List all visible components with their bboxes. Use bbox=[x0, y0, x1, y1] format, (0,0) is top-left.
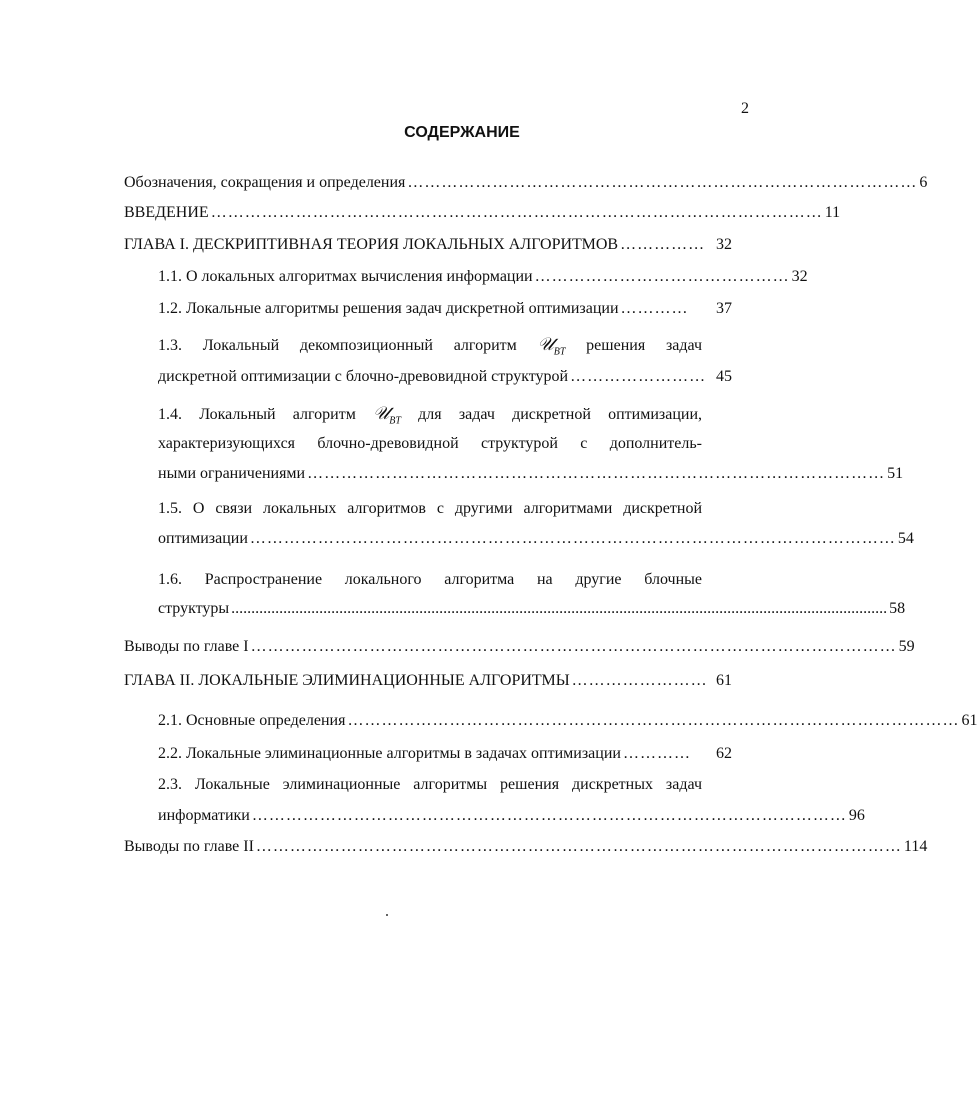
toc-entry-text: Выводы по главе II bbox=[124, 838, 254, 855]
toc-entry-chapter-1[interactable] bbox=[124, 234, 732, 256]
toc-entry-section-1-4-line-3[interactable] bbox=[158, 463, 904, 485]
toc-entry-section-2-1[interactable] bbox=[158, 710, 977, 732]
dot-leader: …………………… bbox=[571, 672, 708, 689]
toc-entry-section-1-2[interactable] bbox=[158, 298, 732, 320]
toc-entry-chapter-2[interactable] bbox=[124, 670, 732, 692]
toc-entry-text: Выводы по главе I bbox=[124, 638, 249, 655]
toc-entry-text: 1.6. Распространение локального алгоритма на другие блочные bbox=[158, 571, 702, 588]
toc-page-number: 54 bbox=[897, 530, 914, 547]
toc-entry-text: 1.3. Локальный декомпозиционный алгоритм bbox=[158, 337, 517, 354]
toc-entry-text: характеризующихся блочно-древовидной структурой с дополнитель- bbox=[158, 435, 702, 452]
toc-entry-section-1-6-line-2[interactable] bbox=[158, 598, 906, 620]
toc-entry-section-2-3-line-2[interactable] bbox=[158, 805, 865, 827]
toc-entry-section-2-2[interactable] bbox=[158, 743, 732, 765]
toc-entry-section-1-6-line-1[interactable] bbox=[158, 569, 702, 591]
toc-entry-text: структуры bbox=[158, 600, 230, 617]
page-number: 2 bbox=[741, 100, 749, 117]
toc-entry-section-1-5-line-1[interactable] bbox=[158, 498, 702, 520]
toc-entry-text: 1.5. О связи локальных алгоритмов с другими алгоритмами дискретной bbox=[158, 500, 702, 517]
dot-leader: …………………………………………………………………………………………… bbox=[251, 807, 847, 824]
toc-entry-section-1-3-line-1[interactable] bbox=[158, 333, 702, 364]
algorithm-symbol: 𝒰$_{BT}$ bbox=[537, 334, 566, 358]
toc-page-number: 96 bbox=[848, 807, 865, 824]
toc-page-number: 32 bbox=[716, 236, 732, 253]
toc-entry-notation[interactable] bbox=[124, 172, 928, 194]
toc-entry-text: 1.4. Локальный алгоритм bbox=[158, 406, 356, 423]
toc-entry-section-1-5-line-2[interactable] bbox=[158, 528, 914, 550]
toc-page-number: 59 bbox=[898, 638, 915, 655]
toc-entry-text: дискретной оптимизации с блочно-древовидной структурой bbox=[158, 368, 569, 385]
toc-entry-text: 2.1. Основные определения bbox=[158, 712, 346, 729]
toc-entry-text: ными ограничениями bbox=[158, 465, 306, 482]
stray-mark bbox=[386, 914, 388, 916]
page-title: СОДЕРЖАНИЕ bbox=[404, 124, 520, 141]
dot-leader: …………………… bbox=[570, 368, 707, 385]
dot-leader: ……………………………………………………………………………… bbox=[407, 174, 918, 191]
toc-entry-text: решения задач bbox=[586, 337, 703, 354]
toc-page-number: 62 bbox=[716, 745, 732, 762]
toc-entry-text: ВВЕДЕНИЕ bbox=[124, 204, 209, 221]
dot-leader: ……………………………………… bbox=[534, 268, 790, 285]
toc-entry-section-2-3-line-1[interactable] bbox=[158, 774, 702, 796]
toc-page-number: 51 bbox=[887, 465, 904, 482]
toc-entry-conclusions-2[interactable] bbox=[124, 836, 928, 858]
toc-entry-section-1-1[interactable] bbox=[158, 266, 808, 288]
dot-leader: …………… bbox=[620, 236, 706, 253]
dot-leader: ………… bbox=[620, 300, 689, 317]
toc-entry-text: оптимизации bbox=[158, 530, 248, 547]
toc-entry-text: для задач дискретной оптимизации, bbox=[418, 406, 703, 423]
toc-entry-section-1-4-line-2[interactable] bbox=[158, 433, 702, 455]
toc-entry-intro[interactable] bbox=[124, 202, 841, 224]
toc-entry-text: ГЛАВА I. ДЕСКРИПТИВНАЯ ТЕОРИЯ ЛОКАЛЬНЫХ АЛГОРИТМОВ bbox=[124, 236, 619, 253]
toc-page-number: 6 bbox=[919, 174, 928, 191]
dot-leader: …………………………………………………………………………………………………… bbox=[249, 530, 896, 547]
toc-page-number: 58 bbox=[889, 600, 906, 617]
toc-entry-text: 1.1. О локальных алгоритмах вычисления информации bbox=[158, 268, 533, 285]
toc-entry-text: Обозначения, сокращения и определения bbox=[124, 174, 406, 191]
dot-leader: …………………………………………………………………………………………………… bbox=[250, 638, 897, 655]
dot-leader: ………………………………………………………………………………………… bbox=[307, 465, 886, 482]
toc-entry-text: 1.2. Локальные алгоритмы решения задач дискретной оптимизации bbox=[158, 300, 619, 317]
dot-leader: ……………………………………………………………………………………………… bbox=[210, 204, 823, 221]
toc-entry-section-1-4-line-1[interactable] bbox=[158, 402, 702, 433]
toc-page-number: 32 bbox=[791, 268, 808, 285]
dot-leader: ……………………………………………………………………………………………… bbox=[347, 712, 960, 729]
toc-entry-text: 2.3. Локальные элиминационные алгоритмы решения дискретных задач bbox=[158, 776, 702, 793]
dot-leader: .................................................................................................................................................................... bbox=[231, 600, 888, 617]
toc-entry-conclusions-1[interactable] bbox=[124, 636, 915, 658]
dot-leader: ………… bbox=[622, 745, 691, 762]
toc-entry-text: информатики bbox=[158, 807, 250, 824]
toc-entry-section-1-3-line-2[interactable] bbox=[158, 366, 732, 388]
toc-page-number: 61 bbox=[961, 712, 977, 729]
algorithm-symbol: 𝒰$_{BT}$ bbox=[373, 403, 401, 427]
dot-leader: …………………………………………………………………………………………………… bbox=[255, 838, 902, 855]
toc-page-number: 61 bbox=[716, 672, 732, 689]
toc-page-number: 37 bbox=[716, 300, 732, 317]
toc-entry-text: 2.2. Локальные элиминационные алгоритмы в задачах оптимизации bbox=[158, 745, 621, 762]
toc-entry-text: ГЛАВА II. ЛОКАЛЬНЫЕ ЭЛИМИНАЦИОННЫЕ АЛГОРИТМЫ bbox=[124, 672, 570, 689]
toc-page-number: 114 bbox=[903, 838, 928, 855]
toc-page-number: 45 bbox=[716, 368, 732, 385]
toc-page-number: 11 bbox=[824, 204, 841, 221]
